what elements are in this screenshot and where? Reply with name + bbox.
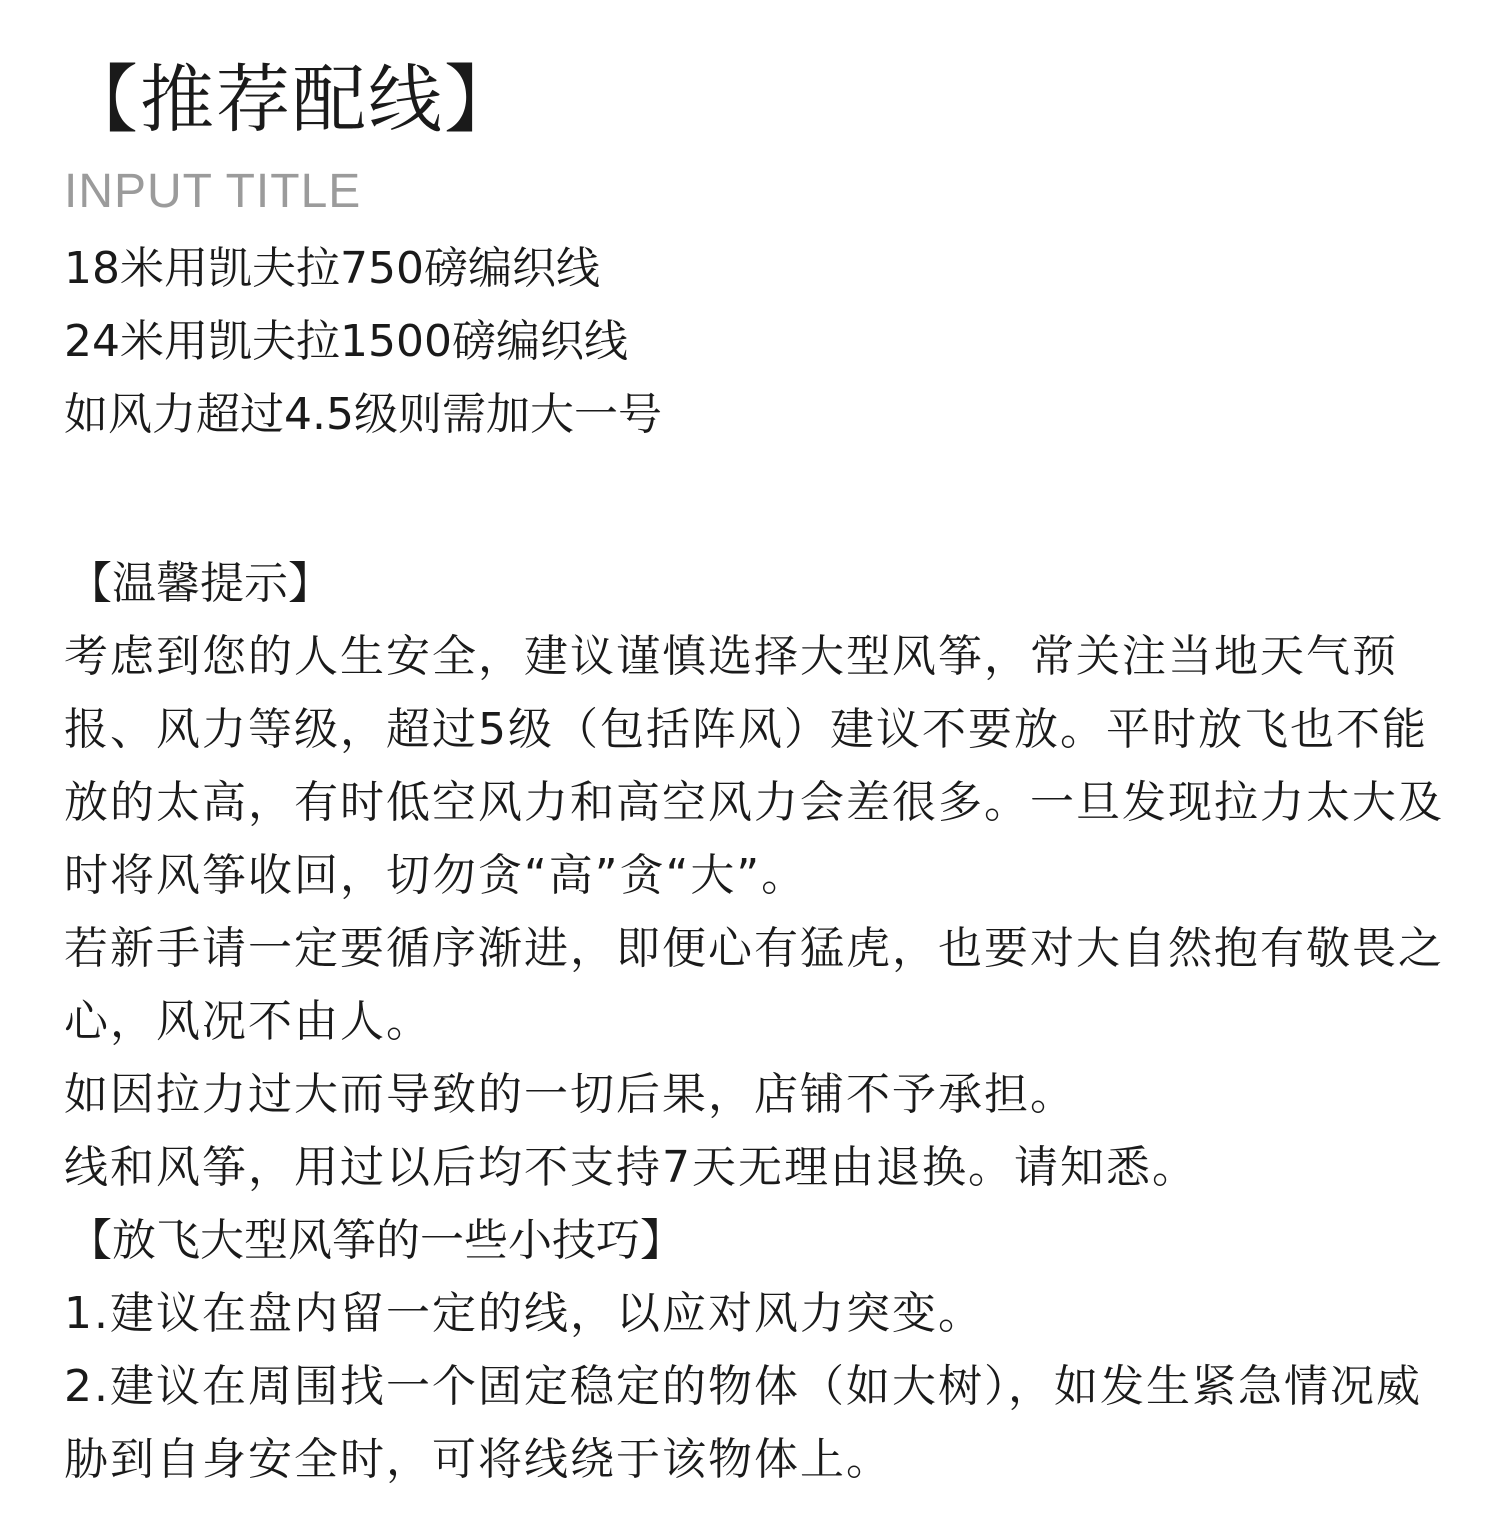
notice-paragraph-safety: 考虑到您的人生安全，建议谨慎选择大型风筝，常关注当地天气预报、风力等级，超过5级（包括阵风）建议不要放。平时放飞也不能放的太高，有时低空风力和高空风力会差很多。一旦发现拉力太大及时将风筝收回，切勿贪“高”贪“大”。 xyxy=(64,631,1444,901)
wire-spec-18m: 18米用凯夫拉750磅编织线 xyxy=(64,243,600,294)
notice-heading: 【温馨提示】 xyxy=(68,558,332,609)
notice-paragraph-liability: 如因拉力过大而导致的一切后果，店铺不予承担。 xyxy=(64,1069,1076,1120)
tip-item-2: 2.建议在周围找一个固定稳定的物体（如大树），如发生紧急情况威胁到自身安全时，可将线绕于该物体上。 xyxy=(64,1361,1422,1485)
notice-paragraph-beginner: 若新手请一定要循序渐进，即便心有猛虎，也要对大自然抱有敬畏之心，风况不由人。 xyxy=(64,923,1444,1047)
wire-spec-wind-note: 如风力超过4.5级则需加大一号 xyxy=(64,389,662,440)
tips-heading: 【放飞大型风筝的一些小技巧】 xyxy=(68,1215,684,1266)
wire-spec-list xyxy=(64,232,1444,451)
document-page xyxy=(64,52,1444,1496)
page-title: 【推荐配线】 xyxy=(64,57,520,143)
notice-section xyxy=(64,547,1444,1204)
tip-item-1: 1.建议在盘内留一定的线，以应对风力突变。 xyxy=(64,1288,984,1339)
page-subtitle: INPUT TITLE xyxy=(64,165,362,218)
notice-paragraph-returns: 线和风筝，用过以后均不支持7天无理由退换。请知悉。 xyxy=(64,1142,1198,1193)
tips-section xyxy=(64,1204,1444,1496)
wire-spec-24m: 24米用凯夫拉1500磅编织线 xyxy=(64,316,628,367)
